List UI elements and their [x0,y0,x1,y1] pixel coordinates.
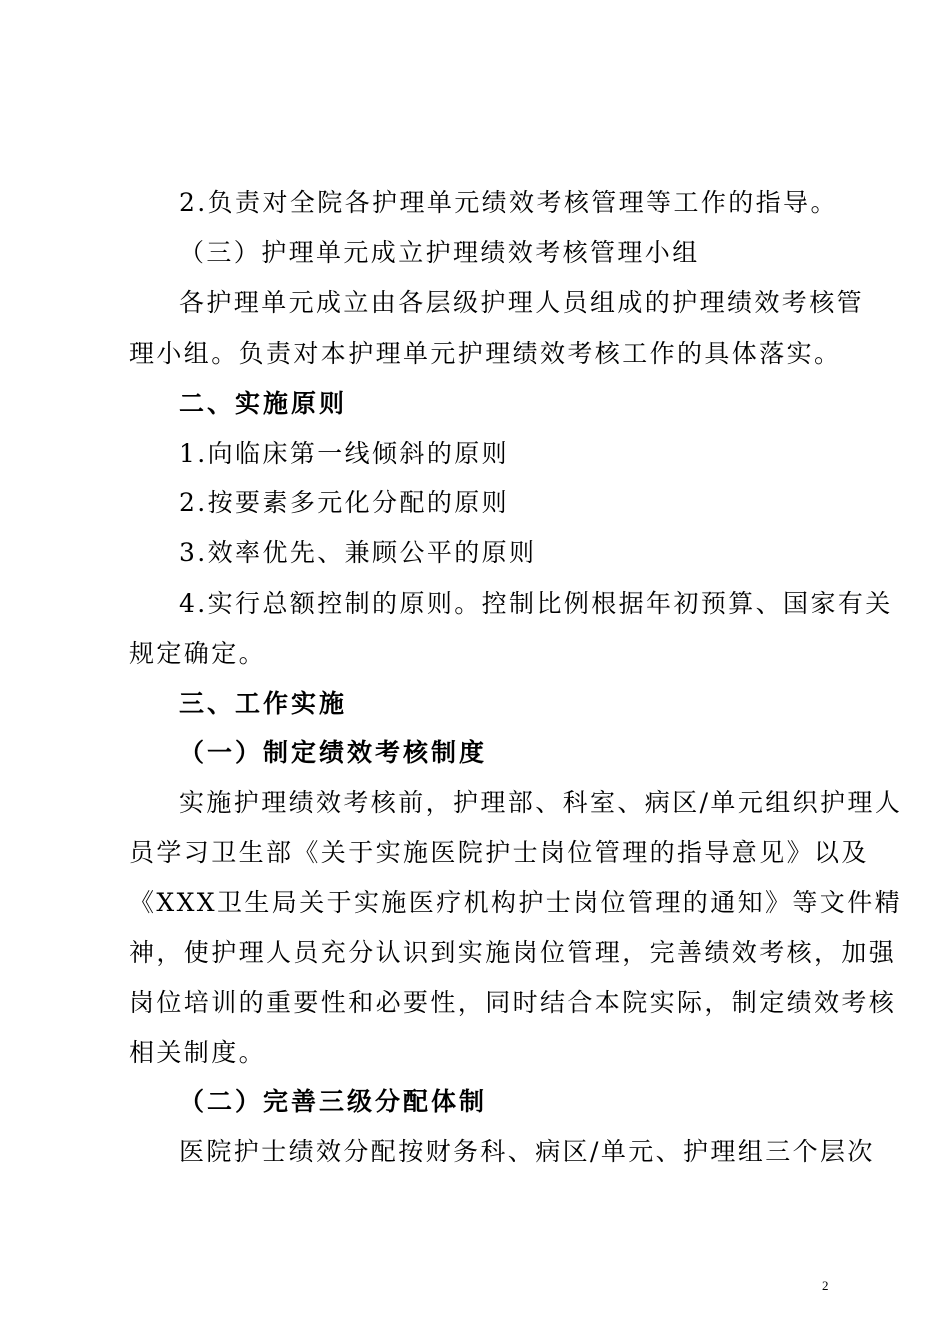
list-item: 2.按要素多元化分配的原则 [179,488,510,517]
page-number: 2 [822,1278,829,1293]
paragraph-line: 岗位培训的重要性和必要性，同时结合本院实际，制定绩效考核 [129,988,897,1017]
section-subheading: （一）制定绩效考核制度 [179,738,488,767]
section-subheading: （二）完善三级分配体制 [179,1087,488,1116]
paragraph-line: 员学习卫生部《关于实施医院护士岗位管理的指导意见》以及 [129,838,869,867]
section-subheading: （三）护理单元成立护理绩效考核管理小组 [179,238,700,267]
paragraph-line: 神，使护理人员充分认识到实施岗位管理，完善绩效考核，加强 [129,938,897,967]
paragraph-line: 《XXX卫生局关于实施医疗机构护士岗位管理的通知》等文件精 [129,888,902,917]
paragraph-line: 医院护士绩效分配按财务科、病区/单元、护理组三个层次 [179,1137,875,1166]
paragraph-line: 相关制度。 [129,1038,267,1067]
paragraph-line: 各护理单元成立由各层级护理人员组成的护理绩效考核管 [179,288,865,317]
paragraph-line: 理小组。负责对本护理单元护理绩效考核工作的具体落实。 [129,339,842,368]
paragraph-line: 2.负责对全院各护理单元绩效考核管理等工作的指导。 [179,188,838,217]
paragraph-line: 规定确定。 [129,639,267,668]
list-item: 4.实行总额控制的原则。控制比例根据年初预算、国家有关 [179,589,893,618]
section-heading: 三、工作实施 [179,689,348,718]
section-heading: 二、实施原则 [179,389,348,418]
list-item: 1.向临床第一线倾斜的原则 [179,439,510,468]
paragraph-line: 实施护理绩效考核前，护理部、科室、病区/单元组织护理人 [179,788,903,817]
list-item: 3.效率优先、兼顾公平的原则 [179,538,537,567]
